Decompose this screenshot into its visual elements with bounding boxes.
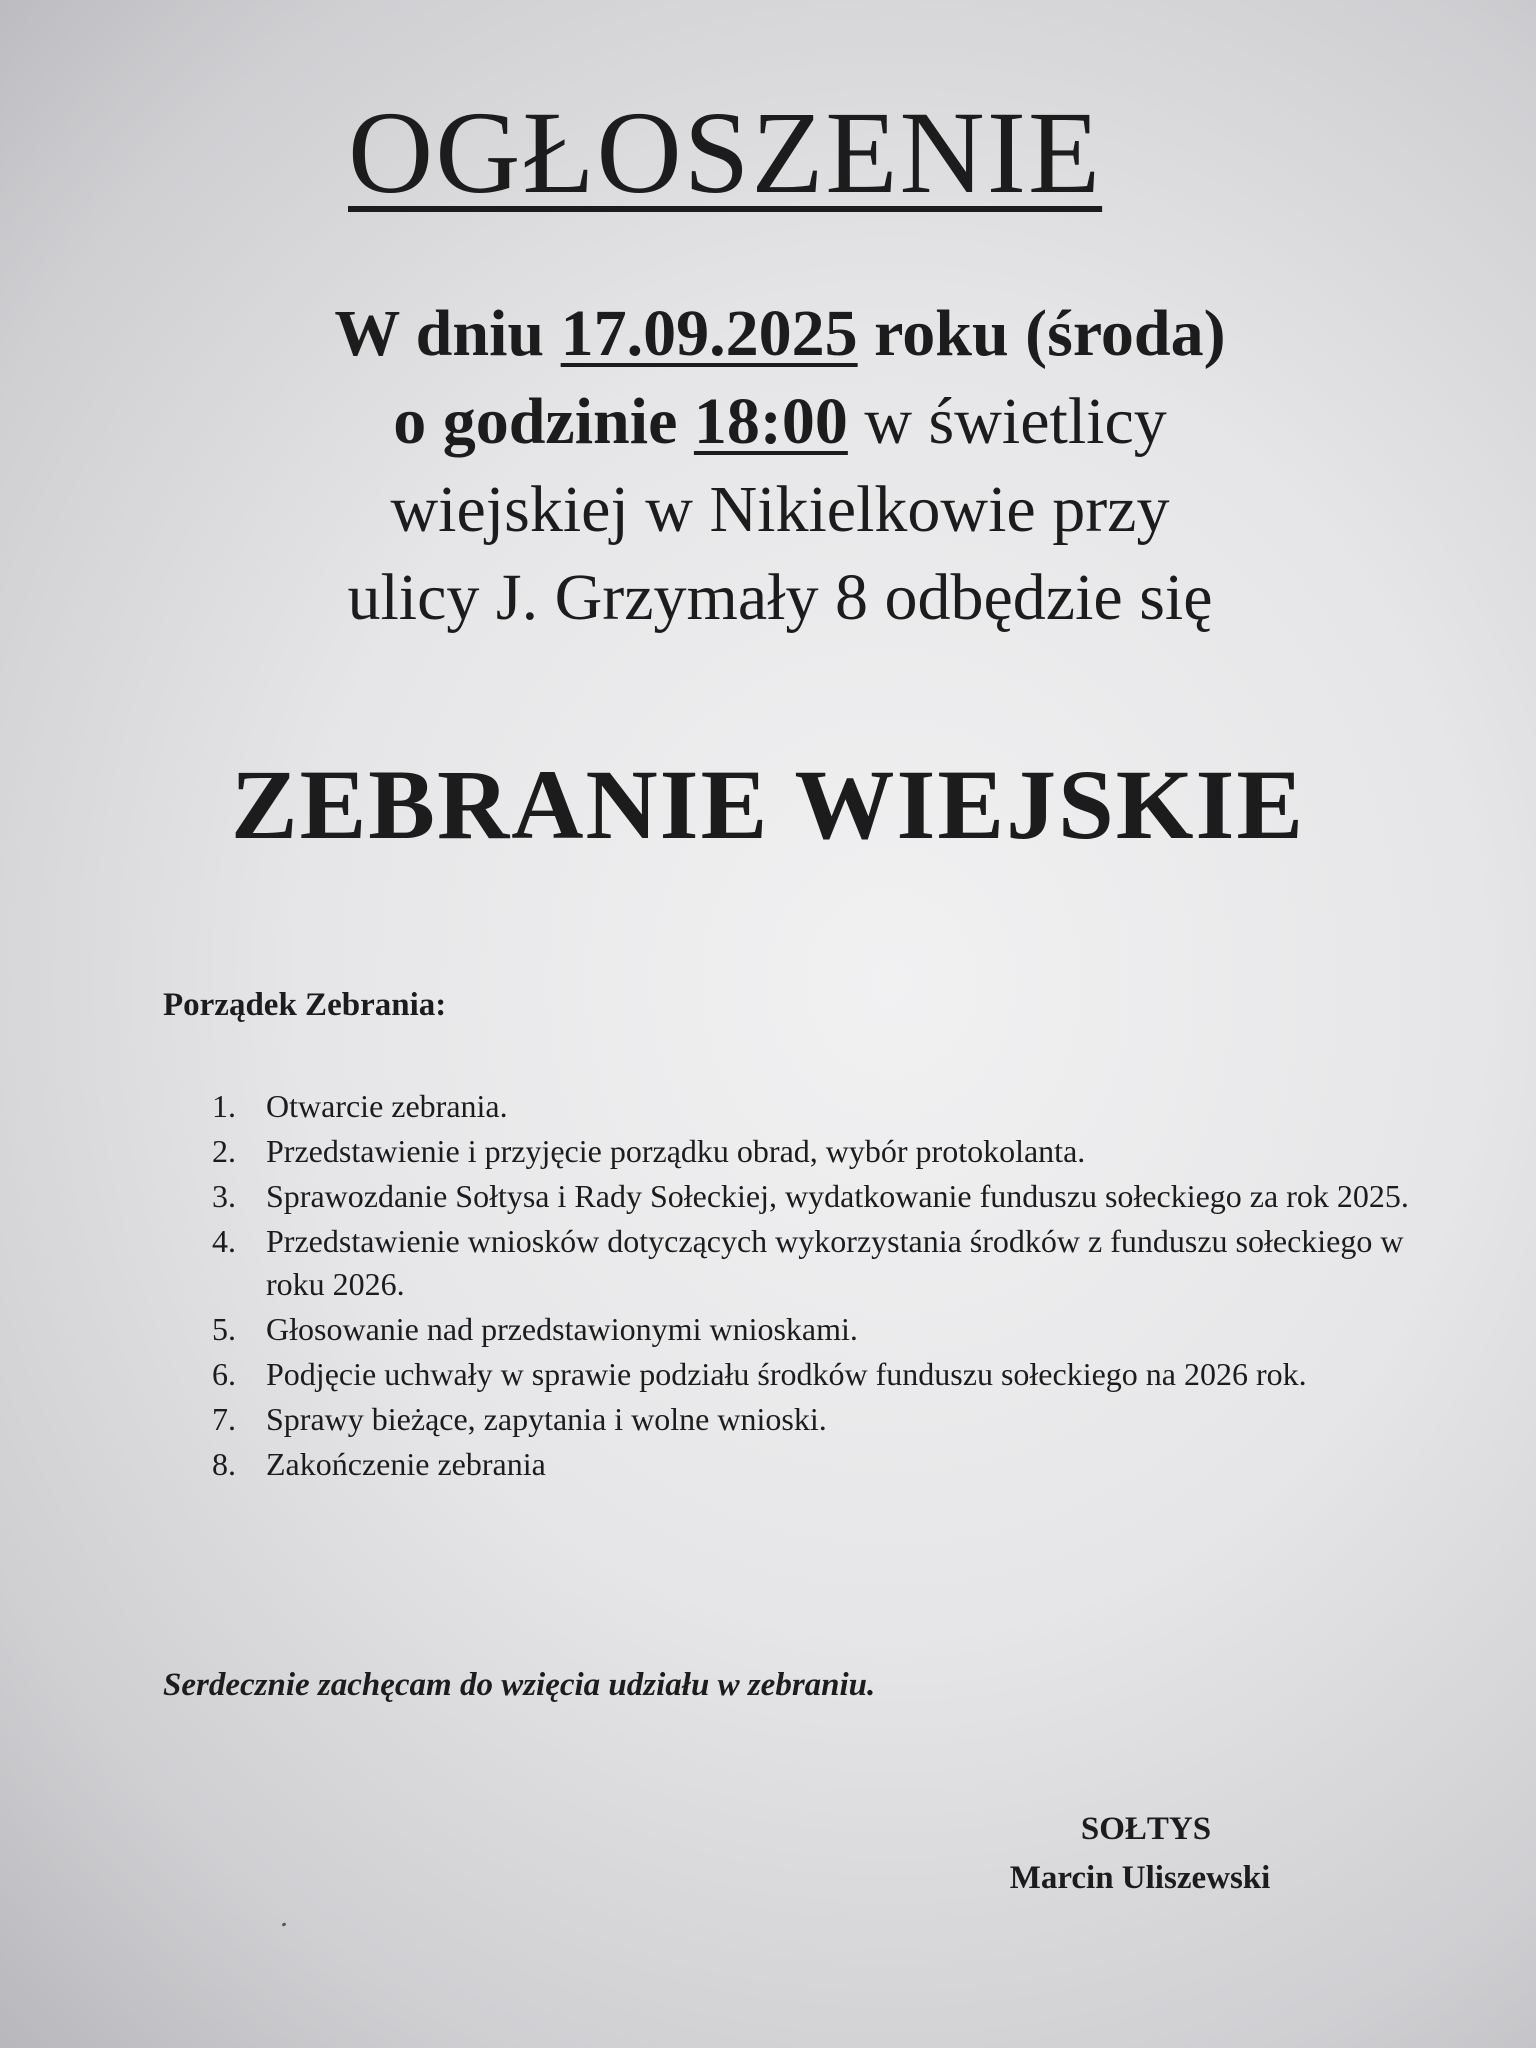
- meeting-date: 17.09.2025: [560, 297, 858, 370]
- agenda-list: [212, 1085, 1412, 1488]
- closing-invitation: Serdecznie zachęcam do wzięcia udziału w zebraniu.: [163, 1667, 876, 1703]
- meeting-time: 18:00: [693, 385, 848, 458]
- intro-line-4: ulicy J. Grzymały 8 odbędzie się: [347, 561, 1213, 634]
- announcement-title: OGŁOSZENIE: [348, 87, 1103, 218]
- agenda-item-text: Podjęcie uchwały w sprawie podziału środków funduszu sołeckiego na 2026 rok.: [266, 1356, 1307, 1392]
- agenda-item-number: 7.: [212, 1401, 236, 1437]
- intro-line-2: [200, 378, 1360, 466]
- agenda-item-number: 1.: [212, 1088, 236, 1124]
- agenda-item-text: Głosowanie nad przedstawionymi wnioskami.: [266, 1311, 858, 1347]
- agenda-item-number: 6.: [212, 1356, 236, 1392]
- agenda-item-text: Otwarcie zebrania.: [266, 1088, 508, 1124]
- intro-date-prefix: W dniu: [334, 297, 561, 370]
- signer-role: SOŁTYS: [1080, 1811, 1212, 1847]
- agenda-item-text: Przedstawienie i przyjęcie porządku obrad, wybór protokolanta.: [266, 1133, 1086, 1169]
- announcement-intro: [200, 290, 1360, 642]
- agenda-item-number: 5.: [212, 1311, 236, 1347]
- signature-block: [940, 1805, 1340, 1903]
- agenda-item-text: Zakończenie zebrania: [266, 1446, 546, 1482]
- agenda-item-number: 3.: [212, 1178, 236, 1214]
- intro-line-3: wiejskiej w Nikielkowie przy: [390, 473, 1170, 546]
- intro-line-1: [200, 290, 1360, 378]
- paper-speck: [282, 1922, 287, 1927]
- agenda-item-text: Sprawozdanie Sołtysa i Rady Sołeckiej, wydatkowanie funduszu sołeckiego za rok 2025.: [266, 1178, 1409, 1214]
- agenda-item: [212, 1130, 1412, 1173]
- agenda-item: [212, 1308, 1412, 1351]
- agenda-item: [212, 1220, 1412, 1306]
- agenda-heading: Porządek Zebrania:: [163, 987, 447, 1023]
- agenda-item: [212, 1398, 1412, 1441]
- intro-time-prefix: o godzinie: [393, 385, 694, 458]
- signer-name: Marcin Uliszewski: [1009, 1860, 1271, 1896]
- agenda-item: [212, 1085, 1412, 1128]
- agenda-item-number: 8.: [212, 1446, 236, 1482]
- agenda-item: [212, 1443, 1412, 1486]
- meeting-title: ZEBRANIE WIEJSKIE: [230, 749, 1306, 860]
- agenda-item: [212, 1353, 1412, 1396]
- agenda-item-number: 4.: [212, 1223, 236, 1259]
- agenda-item: [212, 1175, 1412, 1218]
- agenda-item-text: Przedstawienie wniosków dotyczących wykorzystania środków z funduszu sołeckiego w roku 2026.: [266, 1223, 1404, 1302]
- agenda-item-text: Sprawy bieżące, zapytania i wolne wnioski.: [266, 1401, 827, 1437]
- agenda-item-number: 2.: [212, 1133, 236, 1169]
- intro-date-suffix: roku (środa): [857, 297, 1226, 370]
- intro-time-suffix: w świetlicy: [847, 385, 1167, 458]
